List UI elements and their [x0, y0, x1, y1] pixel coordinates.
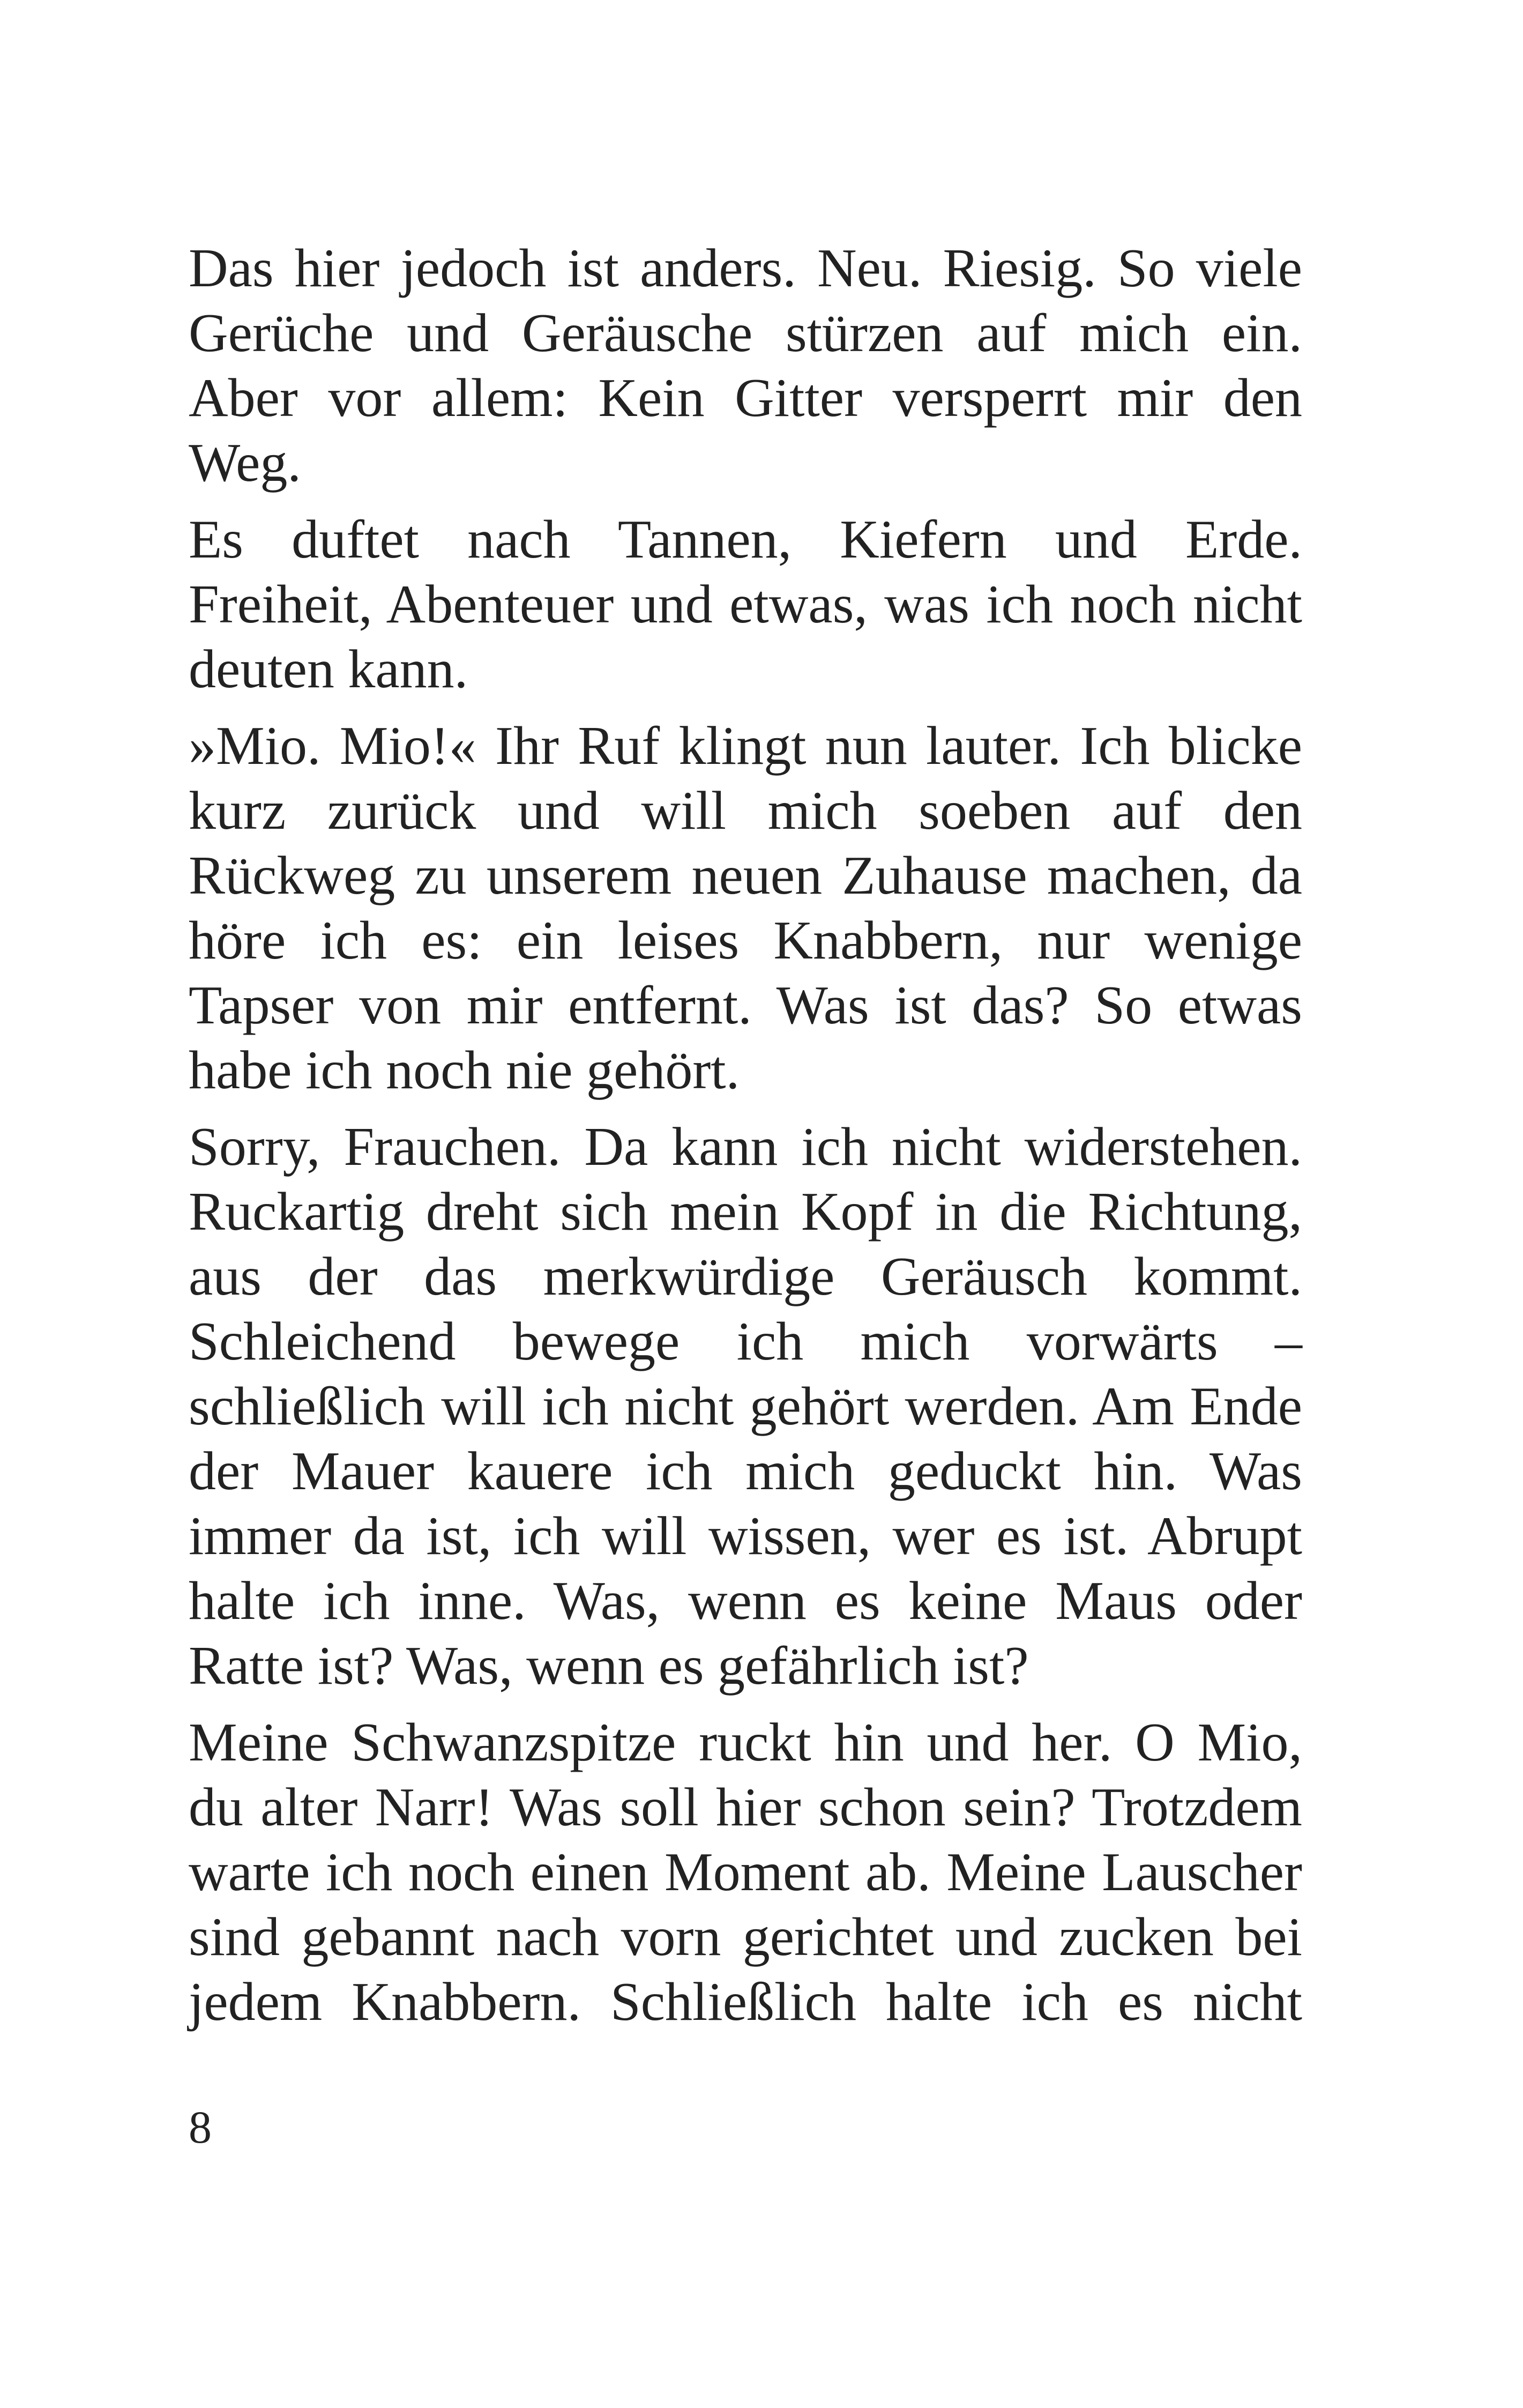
text-line: Rückweg zu unserem neuen Zuhause machen, da — [189, 845, 1302, 906]
text-line: deuten kann. — [189, 639, 468, 700]
text-line: Sorry, Frauchen. Da kann ich nicht widerstehen. — [189, 1117, 1302, 1177]
text-line: höre ich es: ein leises Knabbern, nur wenige — [189, 910, 1302, 971]
text-line: Es duftet nach Tannen, Kiefern und Erde. — [189, 509, 1302, 570]
text-line: Freiheit, Abenteuer und etwas, was ich noch nicht — [189, 574, 1302, 635]
paragraph-3 — [189, 714, 1302, 1103]
page-number: 8 — [189, 2101, 212, 2153]
text-line: Meine Schwanzspitze ruckt hin und her. O Mio, — [189, 1712, 1302, 1773]
text-line: »Mio. Mio!« Ihr Ruf klingt nun lauter. Ich blicke — [189, 716, 1302, 776]
text-line: halte ich inne. Was, wenn es keine Maus oder — [189, 1571, 1302, 1631]
text-line: aus der das merkwürdige Geräusch kommt. — [189, 1246, 1302, 1307]
paragraph-5 — [189, 1710, 1302, 2034]
text-line: der Mauer kauere ich mich geduckt hin. Was — [189, 1441, 1302, 1502]
text-line: immer da ist, ich will wissen, wer es ist. Abrupt — [189, 1506, 1302, 1566]
paragraph-4 — [189, 1114, 1302, 1698]
text-line: sind gebannt nach vorn gerichtet und zucken bei — [189, 1907, 1302, 1967]
text-line: Gerüche und Geräusche stürzen auf mich ein. — [189, 303, 1302, 363]
paragraph-2 — [189, 507, 1302, 702]
body-text — [189, 236, 1302, 2046]
text-line: warte ich noch einen Moment ab. Meine Lauscher — [189, 1842, 1302, 1902]
text-line: schließlich will ich nicht gehört werden. Am Ende — [189, 1376, 1302, 1437]
text-line: Weg. — [189, 433, 301, 493]
text-line: Ratte ist? Was, wenn es gefährlich ist? — [189, 1636, 1029, 1696]
text-line: kurz zurück und will mich soeben auf den — [189, 781, 1302, 841]
text-line: Aber vor allem: Kein Gitter versperrt mir den — [189, 368, 1302, 428]
paragraph-1 — [189, 236, 1302, 495]
text-line: habe ich noch nie gehört. — [189, 1040, 740, 1101]
text-line: jedem Knabbern. Schließlich halte ich es nicht — [189, 1972, 1302, 2032]
text-line: Das hier jedoch ist anders. Neu. Riesig. So viele — [189, 238, 1302, 299]
text-line: Tapser von mir entfernt. Was ist das? So etwas — [189, 975, 1302, 1036]
text-line: Schleichend bewege ich mich vorwärts – — [189, 1311, 1302, 1372]
text-line: du alter Narr! Was soll hier schon sein? Trotzdem — [189, 1777, 1302, 1838]
text-line: Ruckartig dreht sich mein Kopf in die Richtung, — [189, 1181, 1302, 1242]
